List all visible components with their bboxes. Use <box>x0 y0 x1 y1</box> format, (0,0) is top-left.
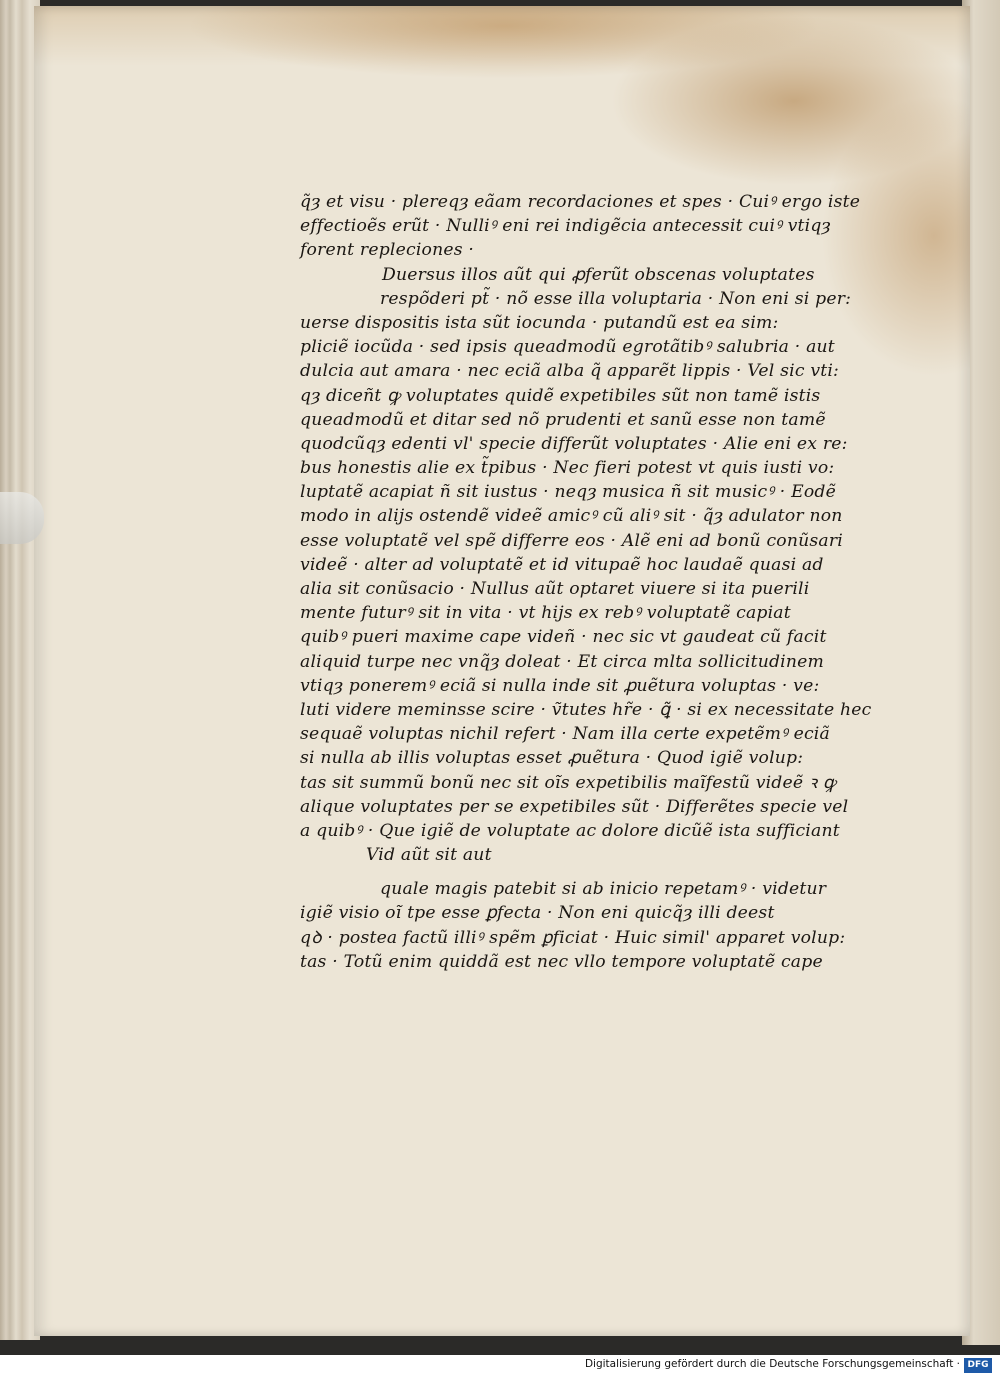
text-line: vtiqȝ poneremꝰ eciã si nulla inde sit ꝓuẽtura voluptas · ve: <box>300 675 820 696</box>
text-line: quodcũqȝ edenti vl' specie differũt voluptates · Alie eni ex re: <box>300 433 848 454</box>
text-line: effectioẽs erũt · Nulliꝰ eni rei indigẽcia antecessit cuiꝰ vtiqȝ <box>300 216 831 237</box>
incunabula-text-block <box>300 190 872 974</box>
text-line: sequaẽ voluptas nichil refert · Nam illa certe expetẽmꝰ eciã <box>300 724 830 745</box>
text-line: quibꝰ pueri maxime cape videñ · nec sic vt gaudeat cũ facit <box>300 627 827 648</box>
text-line: igiẽ visio oĩ tpe esse ꝑfecta · Non eni quicq̃ȝ illi deest <box>300 903 775 924</box>
text-line: queadmodũ et ditar sed nõ prudenti et sanũ esse non tamẽ <box>300 409 826 430</box>
page-clip-icon <box>0 492 44 544</box>
funding-credit: Digitalisierung gefördert durch die Deutsche Forschungsgemeinschaft · <box>584 1358 960 1370</box>
text-line: q̃ȝ et visu · plereqȝ eãam recordaciones et spes · Cuiꝰ ergo iste <box>300 192 861 212</box>
spacer <box>300 867 828 877</box>
text-line: aliquid turpe nec vnq̃ȝ doleat · Et circa mlta sollicitudinem <box>300 651 825 672</box>
dfg-logo-icon: DFG <box>964 1358 992 1373</box>
text-line: videẽ · alter ad voluptatẽ et id vitupaẽ hoc laudaẽ quasi ad <box>300 554 824 575</box>
text-line: alique voluptates per se expetibiles sũt · Differẽtes specie vel <box>300 796 849 817</box>
text-line: respõderi pt̃ · nõ esse illa voluptaria · Non eni si per: <box>380 288 852 309</box>
text-line: si nulla ab illis voluptas esset ꝓuẽtura · Quod igiẽ volup: <box>300 748 804 769</box>
text-line: pliciẽ iocũda · sed ipsis queadmodũ egrotãtibꝰ salubria · aut <box>300 337 835 358</box>
text-line: qꝺ · postea factũ illiꝰ spẽm ꝑficiat · Huic simil' apparet volup: <box>300 927 846 948</box>
text-line: a quibꝰ · Que igiẽ de voluptate ac dolore dicũẽ ista sufficiant <box>300 820 840 841</box>
text-line: esse voluptatẽ vel spẽ differre eos · Alẽ eni ad bonũ conũsari <box>300 530 843 551</box>
text-line: luti videre meminsse scire · ṽtutes hr̃e · ꝗ̃ · si ex necessitate hec <box>300 699 872 720</box>
text-line: alia sit conũsacio · Nullus aũt optaret viuere si ita puerili <box>300 579 810 599</box>
text-line: uerse dispositis ista sũt iocunda · putandũ est ea sim: <box>300 312 779 333</box>
text-line: modo in alijs ostendẽ videẽ amicꝰ cũ aliꝰ sit · q̃ȝ adulator non <box>300 506 843 527</box>
text-line: forent repleciones · <box>300 240 475 261</box>
text-line: tas sit summũ bonũ nec sit oĩs expetibilis maĩfestũ videẽ ꝛ ꝙ <box>300 772 837 793</box>
text-line: bus honestis alie ex t̃pibus · Nec fieri potest vt quis iusti vo: <box>300 458 835 479</box>
text-line: dulcia aut amara · nec eciã alba q̃ apparẽt lippis · Vel sic vti: <box>300 361 840 382</box>
text-line: qȝ diceñt ꝙ voluptates quidẽ expetibiles sũt non tamẽ istis <box>300 385 821 406</box>
text-line: luptatẽ acapiat ñ sit iustus · neqȝ musica ñ sit musicꝰ · Eodẽ <box>300 482 836 503</box>
chapter-heading-line: Vid aũt sit aut <box>366 845 492 866</box>
text-line: mente futurꝰ sit in vita · vt hijs ex rebꝰ voluptatẽ capiat <box>300 603 791 624</box>
text-line: tas · Totũ enim quiddã est nec vllo tempore voluptatẽ cape <box>300 951 823 972</box>
paragraph-start-line: Duersus illos aũt qui ꝓferũt obscenas voluptates <box>382 264 815 285</box>
digitization-footer <box>0 1355 1000 1377</box>
text-line: quale magis patebit si ab inicio repetamꝰ · videtur <box>380 879 827 900</box>
